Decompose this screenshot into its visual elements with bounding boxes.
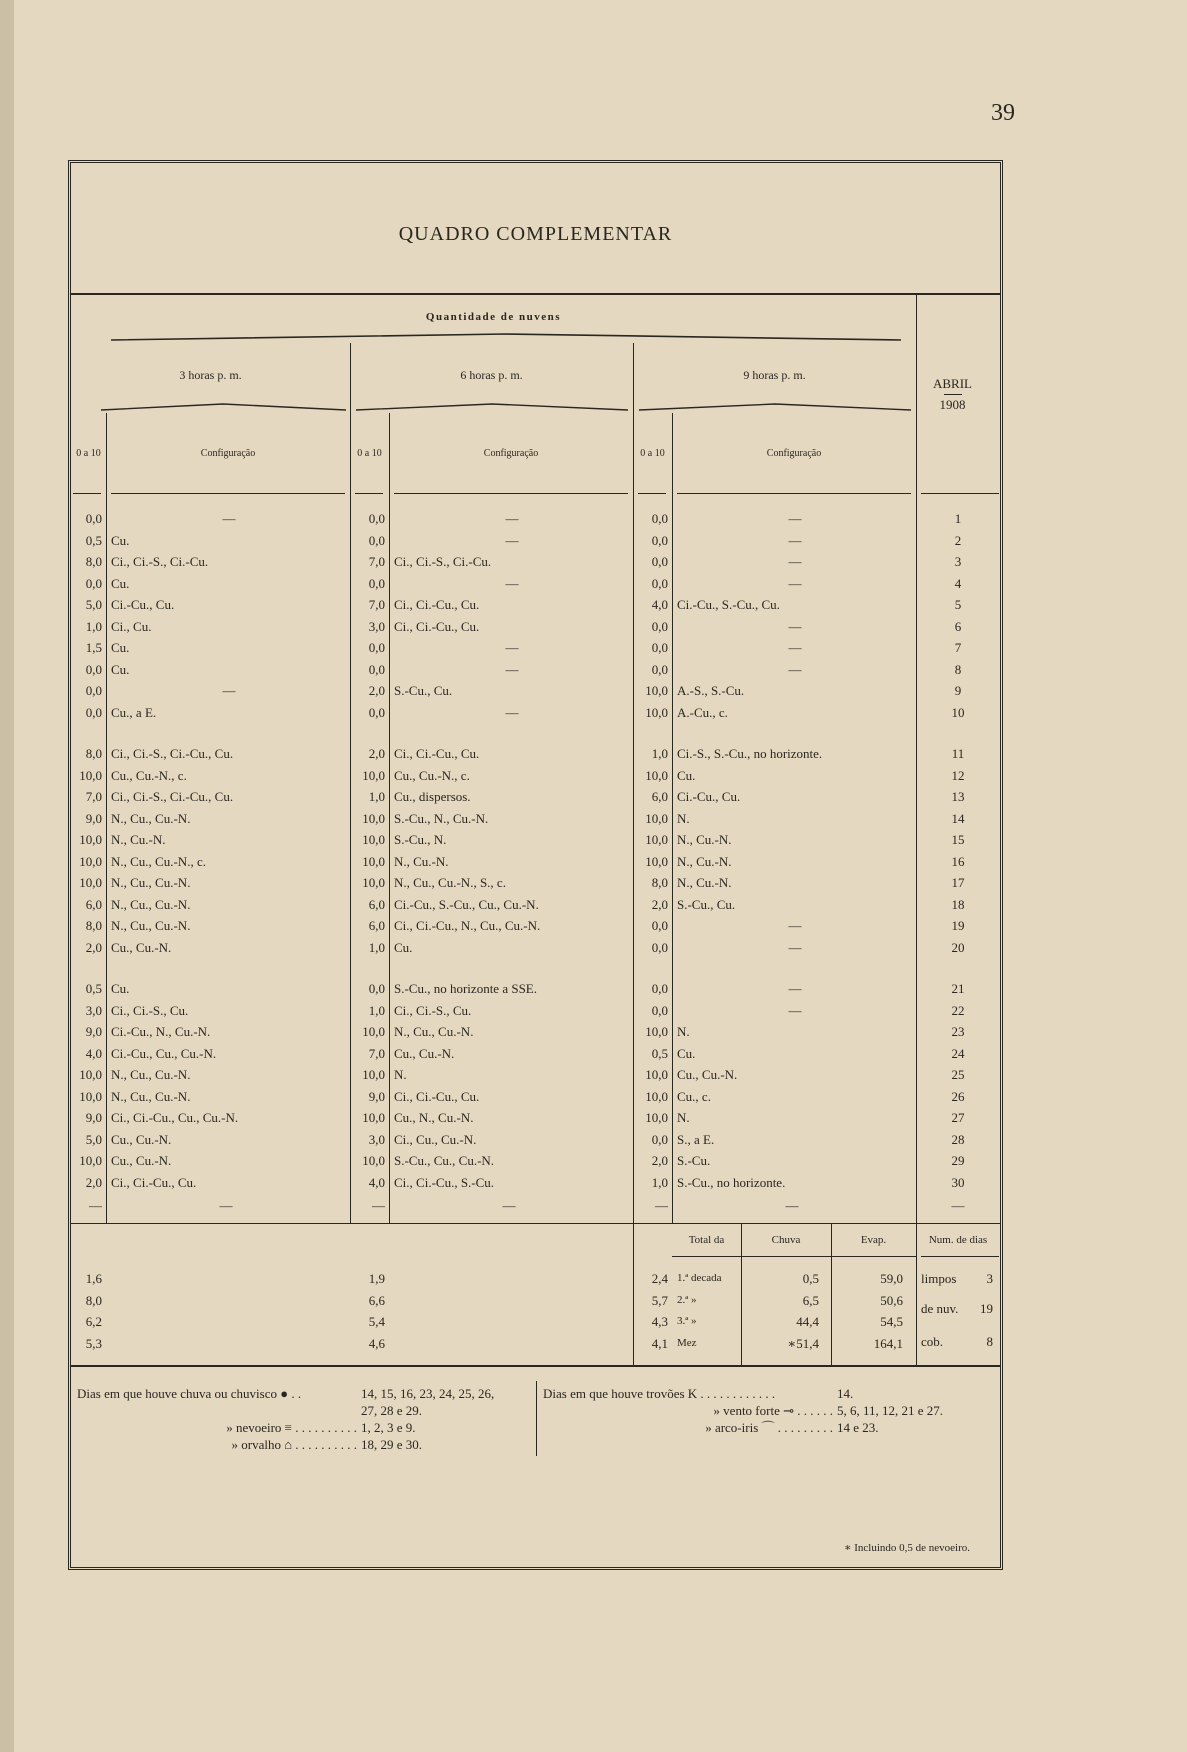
cell-c3: N., Cu., Cu.-N.: [111, 896, 191, 912]
summary-label: 3.ª »: [677, 1315, 697, 1327]
cell-a6: 3,0: [368, 618, 385, 634]
cell-d: 5: [954, 597, 962, 612]
cell-c6: Ci., Ci.-S., Ci.-Cu.: [394, 554, 492, 569]
cell-c9: —: [788, 939, 802, 955]
cell-d: 26: [951, 1088, 965, 1104]
summary-chuva: ∗51,4: [787, 1335, 819, 1351]
summary-evap: 50,6: [880, 1292, 903, 1308]
cell-c9: S., a E.: [677, 1131, 715, 1147]
summary-head-chuva: Chuva: [771, 1234, 801, 1246]
cell-a3: 10,0: [79, 832, 102, 847]
cell-c6: Ci., Ci.-Cu., S.-Cu.: [394, 1174, 495, 1190]
cell-a6: 10,0: [362, 853, 385, 869]
cell-a6: 1,0: [368, 939, 385, 955]
cell-c3: N., Cu., Cu.-N.: [111, 1088, 191, 1104]
cell-c3: Ci.-Cu., Cu.: [111, 597, 175, 612]
cell-c9: Ci.-Cu., Cu.: [677, 789, 741, 804]
cell-c9: Ci.-Cu., S.-Cu., Cu.: [677, 597, 780, 612]
summary-evap: 59,0: [880, 1271, 903, 1286]
note-line: [543, 1402, 998, 1419]
cell-c6: Cu., dispersos.: [394, 789, 471, 804]
cell-c6: Ci., Ci.-Cu., N., Cu., Cu.-N.: [394, 918, 541, 933]
cell-d: 20: [951, 939, 965, 955]
cell-c3: Ci.-Cu., N., Cu.-N.: [111, 1024, 211, 1039]
cell-c9: —: [788, 575, 802, 591]
cell-c9: Cu.: [677, 1045, 696, 1061]
cell-a3: 10,0: [79, 875, 102, 890]
page-number: 39: [991, 100, 1015, 126]
cell-c6: Ci., Ci.-Cu., Cu.: [394, 1088, 480, 1104]
cell-a9: 0,0: [651, 554, 668, 569]
cell-a9: 0,0: [651, 1002, 668, 1018]
cell-c9: A.-Cu., c.: [677, 704, 728, 720]
cell-c6: —: [505, 575, 519, 591]
note-line: [77, 1436, 532, 1453]
note-label: » nevoeiro ≡ . . . . . . . . . .: [226, 1420, 357, 1435]
summary-label: 1.ª decada: [677, 1272, 722, 1284]
closing-dash: —: [502, 1198, 516, 1213]
cell-c9: N., Cu.-N.: [677, 875, 732, 890]
cell-a6: 10,0: [362, 1067, 385, 1082]
cell-d: 23: [951, 1024, 965, 1039]
cell-c3: Ci., Ci.-S., Ci.-Cu., Cu.: [111, 746, 234, 761]
cell-d: 2: [954, 532, 962, 548]
cell-c6: Cu., N., Cu.-N.: [394, 1110, 474, 1125]
cell-c6: Ci., Ci.-Cu., Cu.: [394, 597, 480, 612]
note-label: [77, 1402, 357, 1419]
cell-a9: 2,0: [651, 1153, 668, 1168]
summary-a3: 1,6: [85, 1271, 102, 1286]
note-value: 14.: [837, 1386, 854, 1401]
cell-a3: 0,0: [85, 683, 102, 698]
cell-c3: Ci., Ci.-S., Ci.-Cu.: [111, 554, 209, 569]
cell-a3: 10,0: [79, 767, 102, 783]
brace-6pm: [356, 403, 628, 411]
cell-d: 4: [954, 575, 962, 591]
cell-c6: Cu., Cu.-N.: [394, 1045, 455, 1061]
dias-limpos-value: 3: [986, 1271, 993, 1286]
cell-d: 10: [951, 704, 965, 720]
note-value: 27, 28 e 29.: [361, 1403, 423, 1418]
cell-d: 8: [954, 661, 962, 677]
cell-a3: 10,0: [79, 853, 102, 869]
note-value: 1, 2, 3 e 9.: [361, 1420, 416, 1435]
col-amount-3pm: 0 a 10: [76, 448, 101, 459]
note-line: [543, 1385, 998, 1402]
cell-a6: 3,0: [368, 1131, 385, 1147]
summary-head-dias: Num. de dias: [928, 1234, 988, 1246]
cell-a3: 3,0: [85, 1002, 102, 1018]
cell-c9: —: [788, 1002, 802, 1018]
cell-c6: —: [505, 661, 519, 677]
cell-d: 21: [951, 981, 965, 996]
cell-d: 13: [951, 789, 965, 804]
cell-a6: 1,0: [368, 1002, 385, 1018]
note-label: Dias em que houve trovões K . . . . . . . . . . . .: [543, 1386, 776, 1401]
summary-a3: 8,0: [85, 1292, 102, 1308]
note-line: [543, 1419, 998, 1436]
year: 1908: [939, 397, 966, 412]
note-label: Dias em que houve chuva ou chuvisco ● . .: [77, 1386, 302, 1401]
cell-a9: 0,0: [651, 511, 668, 526]
closing-dash: —: [951, 1198, 965, 1213]
cell-a9: 10,0: [645, 853, 668, 869]
cell-c9: Cu., c.: [677, 1088, 711, 1104]
cell-c9: A.-S., S.-Cu.: [677, 683, 745, 698]
dias-cob-value: 8: [986, 1334, 993, 1349]
brace-3pm: [101, 403, 346, 411]
closing-dash: —: [785, 1198, 799, 1213]
cell-c3: Cu.: [111, 661, 130, 677]
cell-c3: Ci., Ci.-Cu., Cu., Cu.-N.: [111, 1110, 239, 1125]
summary-a9: 5,7: [651, 1292, 668, 1308]
summary-chuva: 0,5: [802, 1271, 819, 1286]
cell-d: 11: [951, 746, 965, 761]
cell-a9: 10,0: [645, 810, 668, 826]
cell-d: 7: [954, 640, 962, 655]
cell-a6: 10,0: [362, 1110, 385, 1125]
summary-a6: 6,6: [368, 1292, 385, 1308]
cell-a3: 2,0: [85, 1174, 102, 1190]
summary-head-total: Total da: [688, 1234, 725, 1246]
cell-a3: 0,5: [85, 532, 102, 548]
summary-a6: 4,6: [368, 1335, 385, 1351]
cell-c6: S.-Cu., Cu.: [394, 683, 453, 698]
brace-9pm: [639, 403, 911, 411]
cell-d: 17: [951, 875, 965, 890]
cell-d: 22: [951, 1002, 965, 1018]
summary-label: 2.ª »: [677, 1293, 697, 1306]
summary-chuva: 6,5: [802, 1292, 819, 1308]
cell-c3: Ci., Ci.-Cu., Cu.: [111, 1174, 197, 1190]
note-label: » arco-iris ⌒ . . . . . . . . .: [705, 1420, 833, 1435]
time-9pm: 9 horas p. m.: [743, 368, 806, 382]
cell-c9: Ci.-S., S.-Cu., no horizonte.: [677, 746, 823, 761]
cell-a6: 0,0: [368, 511, 385, 526]
cell-c9: —: [788, 661, 802, 677]
group-brace: [111, 333, 901, 341]
summary-a6: 1,9: [368, 1271, 385, 1286]
cell-c9: Cu., Cu.-N.: [677, 1067, 738, 1082]
cell-d: 14: [951, 810, 965, 826]
cell-a3: 10,0: [79, 1088, 102, 1104]
group-label: Quantidade de nuvens: [425, 311, 562, 323]
cell-d: 19: [951, 918, 965, 933]
cell-c3: Ci.-Cu., Cu., Cu.-N.: [111, 1045, 217, 1061]
cell-a9: 10,0: [645, 767, 668, 783]
cell-a3: 6,0: [85, 896, 102, 912]
closing-dash: —: [372, 1198, 385, 1213]
cell-c3: Cu.: [111, 640, 130, 655]
dias-nuv-label: de nuv.: [921, 1301, 959, 1316]
cell-a6: 7,0: [368, 597, 385, 612]
cell-a3: 2,0: [85, 939, 102, 955]
note-line: [77, 1419, 532, 1436]
cell-a6: 0,0: [368, 640, 385, 655]
cell-a9: 10,0: [645, 683, 668, 698]
cell-a9: 10,0: [645, 1088, 668, 1104]
closing-dash: —: [219, 1198, 233, 1213]
cell-a6: 9,0: [368, 1088, 385, 1104]
cell-a3: 0,0: [85, 661, 102, 677]
cell-a3: 8,0: [85, 554, 102, 569]
cell-a9: 1,0: [651, 746, 668, 761]
cell-a9: 0,0: [651, 640, 668, 655]
cell-c3: —: [222, 511, 236, 526]
cell-a9: 0,0: [651, 532, 668, 548]
cell-a6: 10,0: [362, 767, 385, 783]
cell-a3: 7,0: [85, 789, 102, 804]
cell-a9: 0,0: [651, 939, 668, 955]
note-value: 5, 6, 11, 12, 21 e 27.: [837, 1403, 944, 1418]
cell-a3: 8,0: [85, 746, 102, 761]
cell-a3: 0,5: [85, 981, 102, 996]
cell-a6: 0,0: [368, 575, 385, 591]
cell-a3: 5,0: [85, 597, 102, 612]
cell-d: 1: [954, 511, 962, 526]
cell-d: 27: [951, 1110, 965, 1125]
cell-a9: 10,0: [645, 832, 668, 847]
cell-c3: N., Cu., Cu.-N., c.: [111, 853, 206, 869]
cell-d: 25: [951, 1067, 965, 1082]
dias-nuv-value: 19: [980, 1301, 993, 1316]
cell-a3: 1,5: [85, 640, 102, 655]
cell-a9: 10,0: [645, 1110, 668, 1125]
page-edge: [0, 0, 14, 1752]
cell-c3: Ci., Ci.-S., Cu.: [111, 1002, 189, 1018]
cell-a6: 0,0: [368, 532, 385, 548]
cell-a9: 4,0: [651, 597, 668, 612]
cell-c6: —: [505, 511, 519, 526]
cell-c3: N., Cu., Cu.-N.: [111, 875, 191, 890]
cell-a3: 0,0: [85, 704, 102, 720]
col-amount-6pm: 0 a 10: [357, 448, 382, 459]
cell-a6: 1,0: [368, 789, 385, 804]
closing-dash: —: [655, 1198, 668, 1213]
note-label: » orvalho ⌂ . . . . . . . . . .: [231, 1437, 357, 1452]
cell-c6: —: [505, 640, 519, 655]
summary-head-evap: Evap.: [860, 1234, 887, 1246]
cell-a9: 10,0: [645, 704, 668, 720]
cell-a3: 9,0: [85, 1110, 102, 1125]
cell-a9: 0,0: [651, 981, 668, 996]
summary-a9: 4,3: [651, 1314, 668, 1329]
cell-c3: Ci., Ci.-S., Ci.-Cu., Cu.: [111, 789, 234, 804]
col-config-9pm: Configuração: [766, 448, 822, 459]
cell-c6: N., Cu., Cu.-N., S., c.: [394, 875, 506, 890]
col-config-6pm: Configuração: [483, 448, 539, 459]
dias-cob-label: cob.: [921, 1334, 944, 1349]
col-config-3pm: Configuração: [200, 448, 256, 459]
month: ABRIL: [933, 376, 972, 391]
cell-a9: 0,0: [651, 1131, 668, 1147]
cell-c3: Cu.: [111, 981, 130, 996]
cell-d: 29: [951, 1153, 965, 1168]
cell-a3: 10,0: [79, 1153, 102, 1168]
cell-a9: 0,0: [651, 661, 668, 677]
summary-a3: 5,3: [85, 1335, 102, 1351]
cell-a6: 2,0: [368, 683, 385, 698]
note-line: [77, 1385, 532, 1402]
cell-c3: Cu., Cu.-N., c.: [111, 767, 187, 783]
cell-a9: 10,0: [645, 1024, 668, 1039]
summary-evap: 164,1: [873, 1335, 903, 1351]
cell-a3: 5,0: [85, 1131, 102, 1147]
cell-a6: 0,0: [368, 981, 385, 996]
cell-c9: —: [788, 981, 802, 996]
cell-a6: 2,0: [368, 746, 385, 761]
summary-evap: 54,5: [880, 1314, 903, 1329]
cell-c6: N., Cu., Cu.-N.: [394, 1024, 474, 1039]
cell-c3: Cu., Cu.-N.: [111, 1153, 172, 1168]
cell-d: 18: [951, 896, 965, 912]
col-amount-9pm: 0 a 10: [640, 448, 665, 459]
page-title: QUADRO COMPLEMENTAR: [398, 223, 673, 245]
cell-c9: S.-Cu.: [677, 1153, 711, 1168]
cell-d: 30: [951, 1174, 965, 1190]
cell-c6: S.-Cu., no horizonte a SSE.: [394, 981, 537, 996]
cell-c9: N.: [677, 1024, 690, 1039]
note-label: » vento forte ⊸ . . . . . .: [713, 1403, 833, 1418]
cell-a9: 8,0: [651, 875, 668, 890]
cell-c3: N., Cu., Cu.-N.: [111, 918, 191, 933]
cell-c6: Ci.-Cu., S.-Cu., Cu., Cu.-N.: [394, 896, 539, 912]
cell-a6: 6,0: [368, 918, 385, 933]
cell-c9: —: [788, 532, 802, 548]
cell-c9: —: [788, 640, 802, 655]
cell-a9: 10,0: [645, 1067, 668, 1082]
cell-c9: S.-Cu., no horizonte.: [677, 1174, 786, 1190]
note-value: 14, 15, 16, 23, 24, 25, 26,: [361, 1386, 495, 1401]
footnote: ∗ Incluindo 0,5 de nevoeiro.: [843, 1542, 970, 1554]
cell-c6: S.-Cu., Cu., Cu.-N.: [394, 1153, 495, 1168]
cell-c9: —: [788, 511, 802, 526]
cell-a3: 1,0: [85, 618, 102, 634]
cell-d: 6: [954, 618, 962, 634]
cell-a3: 9,0: [85, 1024, 102, 1039]
note-line: [77, 1402, 532, 1419]
cell-c9: —: [788, 554, 802, 569]
cell-d: 15: [951, 832, 965, 847]
cell-c3: Cu., a E.: [111, 704, 157, 720]
cell-c6: Ci., Ci.-Cu., Cu.: [394, 618, 480, 634]
cell-c9: N., Cu.-N.: [677, 832, 732, 847]
cell-c6: S.-Cu., N.: [394, 832, 447, 847]
cell-c3: Cu., Cu.-N.: [111, 1131, 172, 1147]
cell-c6: Cu., Cu.-N., c.: [394, 767, 470, 783]
cell-c9: S.-Cu., Cu.: [677, 896, 736, 912]
time-3pm: 3 horas p. m.: [179, 368, 242, 382]
cell-a3: 8,0: [85, 918, 102, 933]
cell-d: 3: [954, 554, 962, 569]
cell-a6: 7,0: [368, 554, 385, 569]
cell-c3: Cu.: [111, 575, 130, 591]
cell-c3: Cu.: [111, 532, 130, 548]
cell-a9: 1,0: [651, 1174, 668, 1190]
cell-a9: 6,0: [651, 789, 668, 804]
cell-d: 28: [951, 1131, 965, 1147]
cell-a9: 0,0: [651, 918, 668, 933]
summary-chuva: 44,4: [796, 1314, 819, 1329]
cell-c3: N., Cu., Cu.-N.: [111, 810, 191, 826]
cell-a9: 0,0: [651, 618, 668, 634]
cell-a6: 0,0: [368, 661, 385, 677]
cell-c6: N.: [394, 1067, 407, 1082]
cell-d: 9: [954, 683, 962, 698]
summary-a3: 6,2: [85, 1314, 102, 1329]
cell-c6: —: [505, 532, 519, 548]
cell-c3: N., Cu.-N.: [111, 832, 166, 847]
cell-a9: 0,5: [651, 1045, 668, 1061]
cell-c6: Ci., Cu., Cu.-N.: [394, 1131, 477, 1147]
cell-d: 16: [951, 853, 965, 869]
note-value: 18, 29 e 30.: [361, 1437, 423, 1452]
cell-a6: 4,0: [368, 1174, 385, 1190]
cell-a6: 10,0: [362, 875, 385, 890]
cell-c3: Ci., Cu.: [111, 618, 152, 634]
cell-a3: 0,0: [85, 575, 102, 591]
cell-a3: 4,0: [85, 1045, 102, 1061]
cell-a3: 0,0: [85, 511, 102, 526]
cell-a6: 6,0: [368, 896, 385, 912]
cell-a6: 0,0: [368, 704, 385, 720]
cell-c6: —: [505, 704, 519, 720]
cell-a6: 7,0: [368, 1045, 385, 1061]
cell-c3: N., Cu., Cu.-N.: [111, 1067, 191, 1082]
cell-a9: 0,0: [651, 575, 668, 591]
cell-c9: Cu.: [677, 767, 696, 783]
table-frame: [68, 160, 1003, 1570]
cell-c6: Cu.: [394, 939, 413, 955]
cell-c6: Ci., Ci.-S., Cu.: [394, 1002, 472, 1018]
cell-c6: Ci., Ci.-Cu., Cu.: [394, 746, 480, 761]
notes-right: [543, 1385, 998, 1436]
note-value: 14 e 23.: [837, 1420, 879, 1435]
summary-a9: 4,1: [651, 1335, 668, 1351]
summary-a6: 5,4: [368, 1314, 385, 1329]
month-label: [911, 375, 994, 414]
cell-c3: Cu., Cu.-N.: [111, 939, 172, 955]
cell-d: 12: [951, 767, 965, 783]
dias-limpos-label: limpos: [921, 1271, 957, 1286]
cell-a3: 9,0: [85, 810, 102, 826]
cell-c9: —: [788, 618, 802, 634]
cell-a6: 10,0: [362, 1153, 385, 1168]
summary-label: Mez: [677, 1336, 697, 1349]
notes-left: [77, 1385, 532, 1453]
cell-c9: N., Cu.-N.: [677, 853, 732, 869]
cell-d: 24: [951, 1045, 965, 1061]
cell-a9: 2,0: [651, 896, 668, 912]
cell-a6: 10,0: [362, 832, 385, 847]
time-6pm: 6 horas p. m.: [460, 368, 523, 382]
cell-c9: N.: [677, 810, 690, 826]
cell-c3: —: [222, 683, 236, 698]
cell-c9: —: [788, 918, 802, 933]
summary-a9: 2,4: [651, 1271, 668, 1286]
cell-a6: 10,0: [362, 1024, 385, 1039]
cell-a6: 10,0: [362, 810, 385, 826]
cell-c6: S.-Cu., N., Cu.-N.: [394, 810, 489, 826]
cell-a3: 10,0: [79, 1067, 102, 1082]
cell-c9: N.: [677, 1110, 690, 1125]
cell-c6: N., Cu.-N.: [394, 853, 449, 869]
closing-dash: —: [89, 1198, 102, 1213]
